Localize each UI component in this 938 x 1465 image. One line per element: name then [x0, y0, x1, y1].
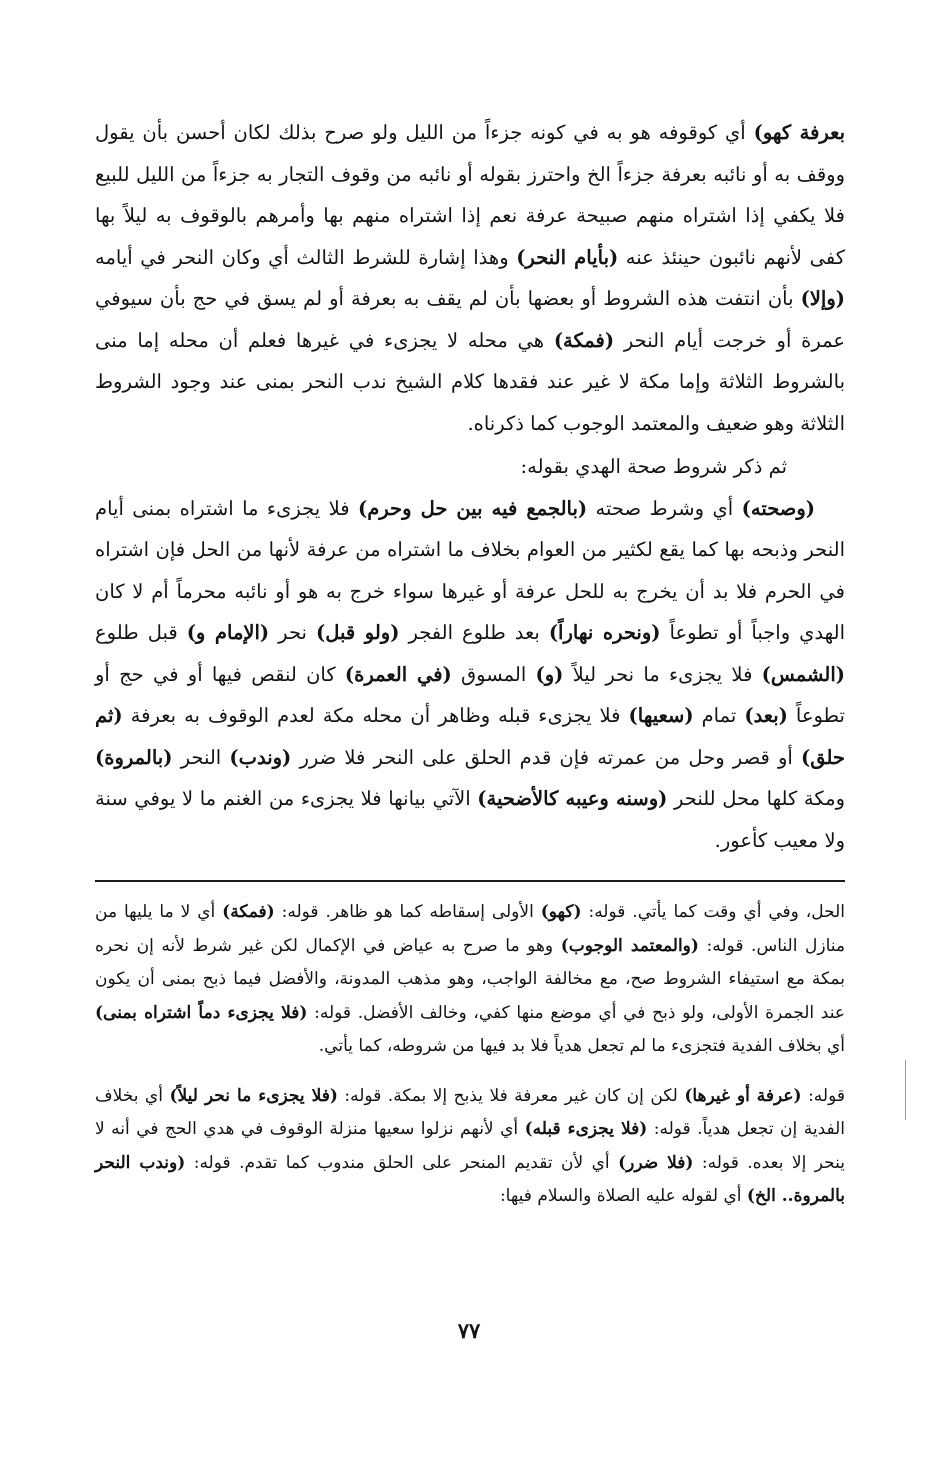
text-run: أو قصر وحل من عمرته فإن قدم الحلق على النحر فلا ضرر: [291, 745, 801, 769]
bold-term: (الشمس): [761, 662, 845, 686]
text-run: بأن انتفت هذه الشروط أو بعضها بأن لم يقف به بعرفة أو لم يسق في حج بأن سيوفي عمرة أو خرجت أيام النحر: [95, 287, 845, 352]
main-text: [95, 112, 845, 861]
text-run: أي لا ما يليها من منازل الناس. قوله:: [95, 902, 845, 956]
text-run: الآتي بيانها فلا يجزىء من الغنم ما لا يوفي سنة ولا معيب كأعور.: [95, 787, 845, 852]
text-run: بعد طلوع الفجر: [399, 621, 549, 644]
bold-term: (بالجمع فيه بين حل وحرم): [358, 496, 588, 520]
text-run: أي كوقوفه هو به في كونه جزءاً من الليل ولو صرح بذلك لكان أحسن بأن يقول ووقف به أو نائبه بعرفة جزءاً الخ واحترز بقوله أو نائبه من وقوف التجار به جزءاً من الليل للبيع فلا يكفي إذا اشتراه منهم صبيحة عرفة نعم إذا اشتراه منهم بها وأمرهم بالوقوف به ليلاً بها كفى لأنهم نائبون حينئذ عنه: [95, 121, 846, 269]
text-run: ومكة كلها محل للنحر: [667, 787, 845, 810]
bold-term: (في العمرة): [344, 662, 452, 686]
text-run: الحل، وفي أي وقت كما يأتي. قوله:: [581, 902, 846, 922]
text-run: قوله:: [801, 1085, 846, 1106]
bold-term: (بعد): [744, 704, 788, 727]
page-number: ٧٧: [457, 1318, 481, 1343]
text-run: فلا يجزىء قبله وظاهر أن محله مكة لعدم الوقوف به بعرفة: [122, 704, 629, 727]
bold-term: (بأيام النحر): [516, 245, 619, 269]
text-run: أي لأنهم نزلوا سعيها منزلة الوقوف في هدي الحج في أنه لا ينحر إلا بعده. قوله:: [95, 1119, 845, 1173]
bold-term: (وصحته): [741, 496, 815, 520]
text-run: قبل طلوع: [95, 621, 187, 644]
bold-term: (عرفة أو غيرها): [684, 1085, 802, 1106]
bold-term: (سعيها): [628, 704, 694, 727]
bold-term: (بالمروة): [95, 745, 173, 769]
paragraph-1: [95, 112, 845, 444]
footnotes: [95, 896, 845, 1214]
bold-term: (ولو قبل): [315, 621, 400, 644]
text-run: فلا يجزىء ما نحر ليلاً: [563, 662, 762, 686]
text-run: أي بخلاف الفدية إن تجعل هدياً. قوله:: [95, 1085, 845, 1139]
text-run: الأولى إسقاطه كما هو ظاهر. قوله:: [274, 902, 541, 922]
bold-term: (فلا يجزىء قبله): [524, 1119, 648, 1139]
bold-term: (و): [535, 662, 564, 686]
scan-mark: [905, 1060, 906, 1120]
bold-term: (وندب النحر بالمروة.. الخ): [95, 1152, 845, 1206]
bold-term: (فلا يجزىء دماً اشتراه بمنى): [95, 1002, 308, 1023]
text-run: لكن إن كان غير معرفة فلا يذبح إلا بمكة. قوله:: [337, 1085, 685, 1106]
bold-term: (وندب): [229, 745, 292, 769]
footnote-1: [95, 896, 845, 1064]
bold-term: (وسنه وعيبه كالأضحية): [477, 787, 668, 810]
bold-term: (الإمام و): [186, 621, 270, 644]
bold-term: (فلا ضرر): [618, 1152, 694, 1173]
section-intro: ثم ذكر شروط صحة الهدي بقوله:: [520, 455, 787, 478]
bold-term: (ثم حلق): [95, 704, 845, 769]
text-run: وهو ما صرح به عياض في الإكمال لكن غير شرط لأنه إن نحره بمكة مع استيفاء الشروط صح، مع مخالفة الواجب، وهو مذهب المدونة، والأفضل فيما ذبح بمنى أن يكون عند الجمرة الأولى، ولو ذبح في أي موضع منها كفي، وخالف الأفضل. قوله:: [95, 935, 845, 1023]
bold-term: (ونحره نهاراً): [548, 621, 661, 644]
text-run: أي لقوله عليه الصلاة والسلام فيها:: [499, 1186, 747, 1206]
bold-term: (كهو): [540, 902, 582, 922]
bold-term: بعرفة كهو): [753, 121, 846, 144]
paragraph-3: [95, 488, 845, 862]
bold-term: (فمكة): [222, 902, 275, 922]
text-run: هي محله لا يجزىء في غيرها فعلم أن محله إما منى بالشروط الثلاثة وإما مكة لا غير عند فقدها كلام الشيخ ندب النحر بمنى عند وجود الشروط الثلاثة وهو ضعيف والمعتمد الوجوب كما ذكرناه.: [95, 328, 845, 435]
text-run: وهذا إشارة للشرط الثالث أي وكان النحر في أيامه: [95, 245, 517, 269]
text-run: المسوق: [451, 662, 536, 686]
text-run: فلا يجزىء ما اشتراه بمنى أيام النحر وذبحه بها كما يقع لكثير من العوام بخلاف ما اشتراه من عرفة لأنها من الحل فإن اشتراه في الحرم فلا بد أن يخرج به للحل عرفة أو غيرها سواء خرج به هو أو نائبه محرماً أم لا كان الهدي واجباً أو تطوعاً: [95, 496, 846, 644]
text-run: تمام: [693, 704, 745, 727]
bold-term: (والمعتمد الوجوب): [560, 935, 699, 956]
bold-term: (وإلا): [800, 287, 845, 310]
footnote-2: [95, 1080, 845, 1214]
text-run: أي وشرط صحته: [587, 496, 742, 520]
footnote-divider: [95, 880, 845, 882]
text-run: النحر: [172, 745, 230, 769]
text-run: نحر: [269, 621, 316, 644]
text-run: كان لنقص فيها أو في حج أو تطوعاً: [95, 662, 845, 727]
bold-term: (فلا يجزىء ما نحر ليلاً): [169, 1085, 338, 1106]
text-run: أي بخلاف الفدية فتجزىء ما لم تجعل هدياً فلا بد فيها من شروطه، كما يأتي.: [318, 1036, 845, 1056]
bold-term: (فمكة): [553, 328, 615, 352]
text-run: أي لأن تقديم المنحر على الحلق مندوب كما تقدم. قوله:: [185, 1152, 619, 1173]
